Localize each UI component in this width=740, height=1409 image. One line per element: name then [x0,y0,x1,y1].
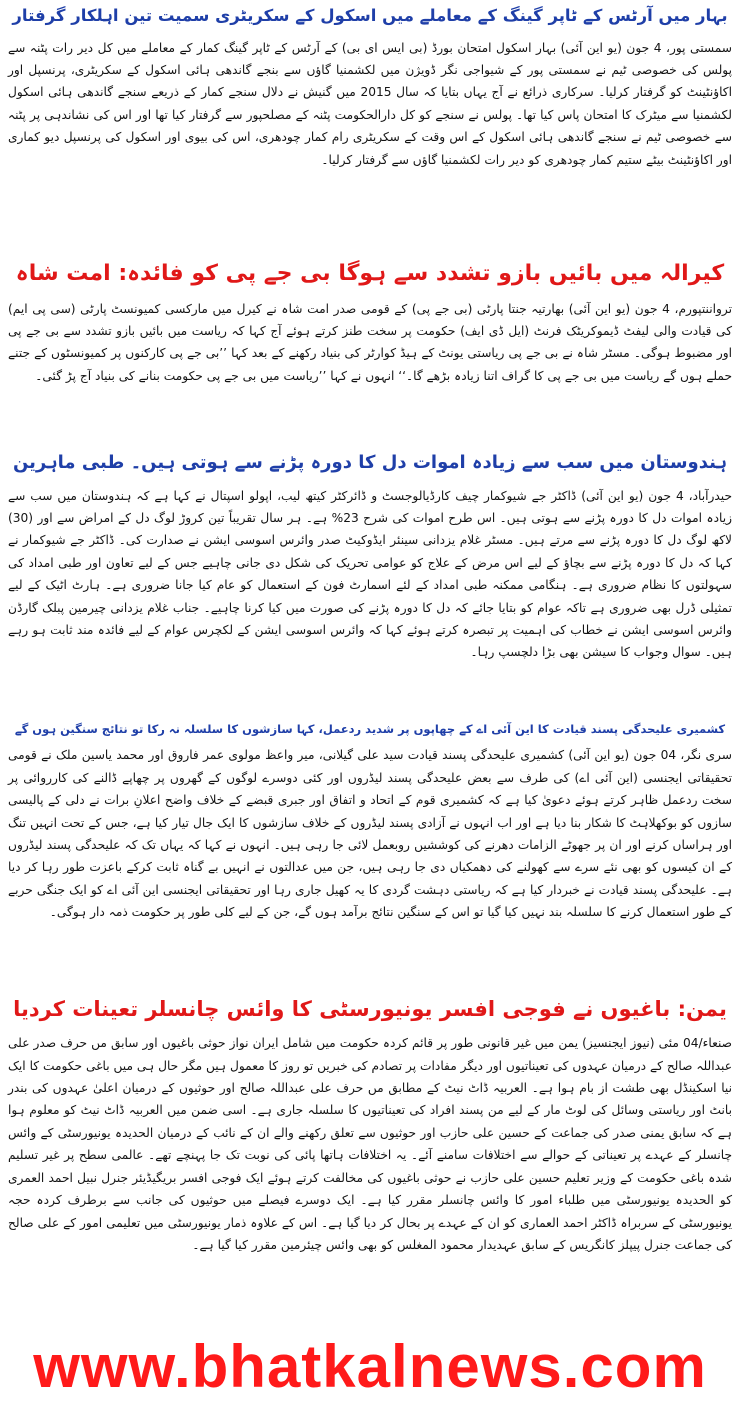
headline: ہندوستان میں سب سے زیادہ اموات دل کا دورہ پڑنے سے ہوتی ہیں۔ طبی ماہرین [12,452,728,473]
article-kashmir-nia-raids [8,722,732,982]
headline: کیرالہ میں بائیں بازو تشدد سے ہوگا بی جے پی کو فائدہ: امت شاہ [15,261,725,286]
article-body: سمستی پور، 4 جون (یو این آئی) بہار اسکول امتحان بورڈ (بی ایس ای بی) کے آرٹس کے ٹاپر گینگ کمار کے معاملے میں کل دیر رات پٹنہ سے پولس کی خصوصی ٹیم نے سمستی پور کے شیواجی نگر ڈویژن میں لکشمنیا گاؤں سے بنجے گاندھی ہائی اسکول کے سکریٹری، پرنسپل اور اکاؤنٹینٹ کو گرفتار کرلیا۔ سرکاری ذرائع نے آج یہاں بتایا کہ سال 2015 میں گنیش نے دلال سنجے کمار کے ذریعے سنجے گاندھی ہائی اسکول لکشمنیا سے میٹرک کا امتحان پاس کیا تھا۔ پولس نے سنجے کو کل دارالحکومت پٹنہ کے مصلحپور سے گرفتار کیا تھا اور اس کی نشاندہی پر پٹنہ سے خصوصی ٹیم نے سنجے گاندھی ہائی اسکول کے اس وقت کے سکریٹری رام کمار چودھری، اس کی بیوی اور اسکول کی پرنسپل دیو کماری اور اکاؤنٹینٹ بیٹے ستیم کمار چودھری کو دیر رات لکشمنیا گاؤں سے گرفتار کرلیا۔ [8,40,732,167]
article-heart-attack-deaths [8,452,732,722]
article-kerala-amit-shah [8,260,732,452]
article-body: سری نگر، 04 جون (یو این آئی) کشمیری علیحدگی پسند قیادت سید علی گیلانی، میر واعظ مولوی عمر فاروق اور محمد یاسین ملک نے قومی تحقیقاتی ایجنسی (این آئی اے) کی طرف سے بعض علیحدگی پسند لیڈروں اور کئی دوسرے لوگوں کے گھروں پر چھاپے ڈالنے کی کارروائی پر سخت ردعمل ظاہر کرتے ہوئے دعویٰ کیا ہے کہ کشمیری قوم کے اتحاد و اتفاق اور جبری قبضے کے خلاف واضح اعلانِ برات نے دلی کے پالیسی سازوں کو بوکھلاہٹ کا شکار بنا دیا ہے اور اب انہوں نے آزادی پسند لیڈروں کے خلاف سازشوں کا ایک جال تیار کیا ہے، جس کے تحت انہیں تنگ اور ہراساں کرنے اور ان پر جھوٹے الزامات دھرنے کی کوششیں روبعمل لائی جا رہی ہیں۔ انہوں نے کہا کہ یہاں تک کہ علیحدگی پسند لیڈروں کے ان کیسوں کو بھی نئے سرے سے کھولنے کی دھمکیاں دی جا رہی ہیں، جن میں عدالتوں نے انہیں بے گناہ ثابت کرکے باعزت طور رہا کر دیا ہے۔ علیحدگی پسند قیادت نے خبردار کیا ہے کہ ریاستی دہشت گردی کا یہ کھیل جاری رہا اور تحقیقاتی ایجنسی این آئی اے کو ایک جنگی حربے کے طور استعمال کرنے کا سلسلہ بند نہیں کیا گیا تو اس کے سنگین نتائج برآمد ہوں گے، جن کے لیے کلی طور پر حکومت ذمہ دار ہوگی۔ [8,748,732,920]
article-yemen-vice-chancellor [8,982,732,1276]
article-body: ترواننتپورم، 4 جون (یو این آئی) بھارتیہ جنتا پارٹی (بی جے پی) کے قومی صدر امت شاہ نے کیرل میں مارکسی کمیونسٹ پارٹی (سی پی ایم) کی قیادت والی لیفٹ ڈیموکریٹک فرنٹ (ایل ڈی ایف) حکومت پر سخت طنز کرتے ہوئے آج کہا کہ ریاست میں بائیں بازو تشدد سے بی جے پی اور مضبوط ہوگی۔ مسٹر شاہ نے بی جے پی ریاستی یونٹ کے ہیڈ کوارٹر کی بنیاد رکھنے کے بعد کہا ’’بی جے پی کارکنوں پر کمیونسٹوں کے جتنے حملے ہوں گے ریاست میں بی جے پی کا گراف اتنا زیادہ بڑھے گا۔‘‘ انہوں نے کہا ’’ریاست میں بی جے پی حکومت بنانے کی بنیاد آج پڑ گئی۔ [8,301,732,383]
headline: بہار میں آرٹس کے ٹاپر گینگ کے معاملے میں اسکول کے سکریٹری سمیت تین اہلکار گرفتار [12,6,728,25]
article-body: صنعاء/04 مئی (نیوز ایجنسیز) یمن میں غیر قانونی طور پر قائم کردہ حکومت میں شامل ایران نواز حوثی باغیوں اور سابق مں حرف صدر علی عبداللہ صالح کے درمیان عہدوں کی تعیناتیوں اور دیگر مفادات پر تصادم کی خبریں تو روز کا معمول ہیں مگر حال ہی میں باغی حکومت کا ایک نیا اسکینڈل بھی طشت از بام ہوا ہے۔ العربیہ ڈاٹ نیٹ کے مطابق مں حرف علی عبداللہ صالح اور حوثیوں کے درمیان اعلیٰ عہدوں کی بندر بانٹ اور ریاستی وسائل کی لوٹ مار کے لیے من پسند افراد کی تعیناتیوں کا سلسلہ جاری ہے۔ اسی ضمن میں العربیہ ڈاٹ نیٹ کو معلوم ہوا ہے کہ سابق یمنی صدر کی جماعت کے حسین علی حازب اور حوثیوں سے تعلق رکھنے والے ان کے نائب کے درمیان الحدیدہ یونیورسٹی کے وائس چانسلر کے عہدے پر تعیناتی کے حوالے سے اختلافات سامنے آئے۔ یہ اختلافات ہاتھا پائی کی نوبت تک جا پہنچے تھے۔ عالمی سطح پر غیر تسلیم شدہ باغی حکومت کے وزیر تعلیم حسین علی حازب نے حوثی باغیوں کی مخالفت کرتے ہوئے ایک فوجی افسر بریگیڈیئر جنرل نبیل احمد العمری کو الحدیدہ یونیورسٹی میں طلباء امور کا وائس چانسلر مقرر کیا ہے۔ ایک دوسرے فیصلے میں حوثیوں کی جانب سے برطرف کردہ حجہ یونیورسٹی کے سربراہ ڈاکٹر احمد العماری کو ان کے عہدے پر بحال کر دیا گیا ہے۔ اس کے علاوہ ذمار یونیورسٹی میں تعلیمی امور کے علی صالح کی جماعت جنرل پیپلز کانگریس کے سابق عہدیدار محمود المغلس کو بھی وائس چیئرمین مقرر کیا گیا ہے۔ [8,1036,732,1252]
article-body: حیدرآباد، 4 جون (یو این آئی) ڈاکٹر جے شیوکمار چیف کارڈیالوجسٹ و ڈائرکٹر کیتھ لیب، اپولو اسپتال نے کہا ہے کہ ہندوستان میں سب سے زیادہ اموات دل کا دورہ پڑنے سے ہوتی ہیں۔ اس طرح اموات کی شرح 23% ہے۔ ہر سال تقریباً تین کروڑ لوگ دل کے امراض سے اور (30) لاکھ لوگ دل کا دورہ پڑنے سے مرتے ہیں۔ مسٹر غلام یزدانی سینئر ایڈوکیٹ صدر وائرس اسوسی ایشن نے صدارت کی۔ ڈاکٹر جے شیوکمار نے کہا کہ دل کا دورہ پڑنے سے بچاؤ کے لیے اس مرض کے علاج کو عوامی تحریک کی شکل دی جانی چاہیے جس کے لیے تعاون اور طبی امداد کی سہولتوں کا نظام ضروری ہے۔ ہنگامی ممکنہ طبی امداد کے لئے اسمارٹ فون کے استعمال کو عام کیا جانا ضروری ہے۔ ہارٹ اٹیک کے لیے تمثیلی ڈرل بھی ضروری ہے تاکہ عوام کو بتایا جائے کہ دل کا دورہ پڑنے کی صورت میں کیا کرنا چاہیے۔ جناب غلام یزدانی چیرمین پبلک گارڈن وائرس اسوسی ایشن نے خطاب کی اہمیت پر تبصرہ کرتے ہوئے کہا کہ وائرس اسوسی ایشن کے لکچرس عوام کے لیے فائدہ مند ثابت ہو رہے ہیں۔ سوال وجواب کا سیشن بھی بڑا دلچسپ رہا۔ [8,488,733,660]
site-watermark-link[interactable]: www.bhatkalnews.com [33,1333,707,1400]
headline: یمن: باغیوں نے فوجی افسر یونیورسٹی کا وائس چانسلر تعینات کردیا [13,997,727,1021]
headline: کشمیری علیحدگی پسند قیادت کا این آئی اے کے چھاپوں پر شدید ردعمل، کہا سازشوں کا سلسلہ نہ رکا تو نتائج سنگین ہوں گے [14,722,726,736]
article-bihar-topper-scam [8,4,732,260]
